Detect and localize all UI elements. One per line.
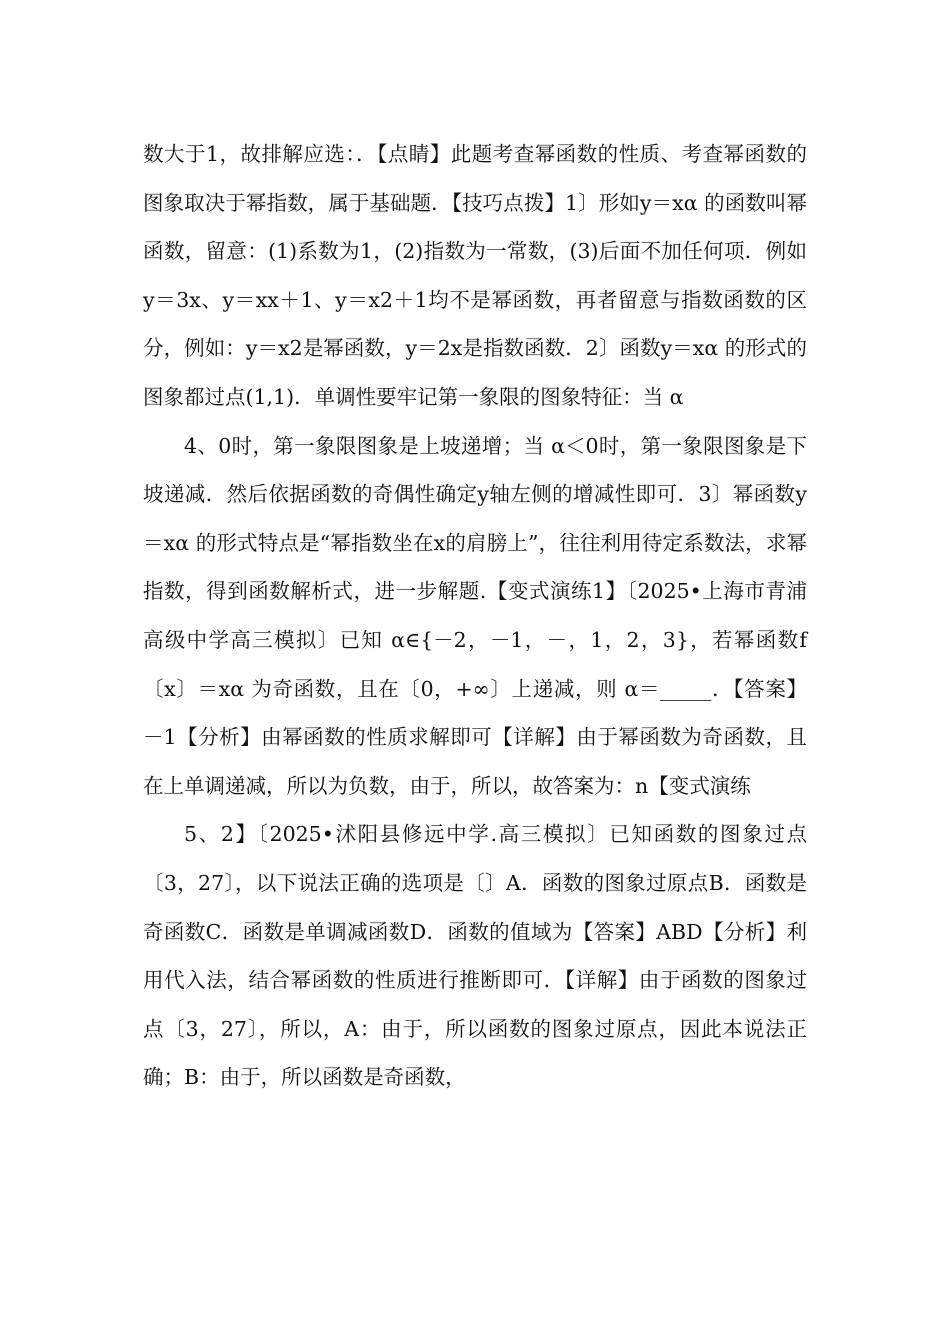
document-body — [143, 130, 807, 1102]
paragraph-1: 数大于1，故排解应选：．【点睛】此题考查幂函数的性质、考查幂函数的图象取决于幂指数，属于基础题．【技巧点拨】1〕形如y＝xα 的函数叫幂函数，留意：(1)系数为1，(2)指数为一常数，(3)后面不加任何项．例如y＝3x、y＝xx＋1、y＝x2＋1均不是幂函数，再者留意与指数函数的区分，例如：y＝x2是幂函数，y＝2x是指数函数．2〕函数y＝xα 的形式的图象都过点(1,1)．单调性要牢记第一象限的图象特征：当 α — [143, 142, 807, 409]
paragraph-2: 4、0时，第一象限图象是上坡递增；当 α＜0时，第一象限图象是下坡递减．然后依据函数的奇偶性确定y轴左侧的增减性即可．3〕幂函数y＝xα 的形式特点是“幂指数坐在x的肩膀上”，往往利用待定系数法，求幂指数，得到函数解析式，进一步解题.【变式演练1】〔2025•上海市青浦高级中学高三模拟〕已知 α∈{－2，－1，－，1，2，3}，若幂函数f〔x〕＝xα 为奇函数，且在〔0，+∞〕上递减，则 α＝_____．【答案】－1【分析】由幂函数的性质求解即可【详解】由于幂函数为奇函数，且在上单调递减，所以为负数，由于，所以，故答案为：n【变式演练 — [143, 433, 807, 798]
paragraph-3: 5、2】〔2025•沭阳县修远中学.高三模拟〕已知函数的图象过点〔3，27〕，以下说法正确的选项是〔〕A．函数的图象过原点B．函数是奇函数C．函数是单调减函数D．函数的值域为【答案】ABD【分析】利用代入法，结合幂函数的性质进行推断即可．【详解】由于函数的图象过点〔3，27〕，所以，A：由于，所以函数的图象过原点，因此本说法正确；B：由于，所以函数是奇函数， — [143, 822, 807, 1090]
